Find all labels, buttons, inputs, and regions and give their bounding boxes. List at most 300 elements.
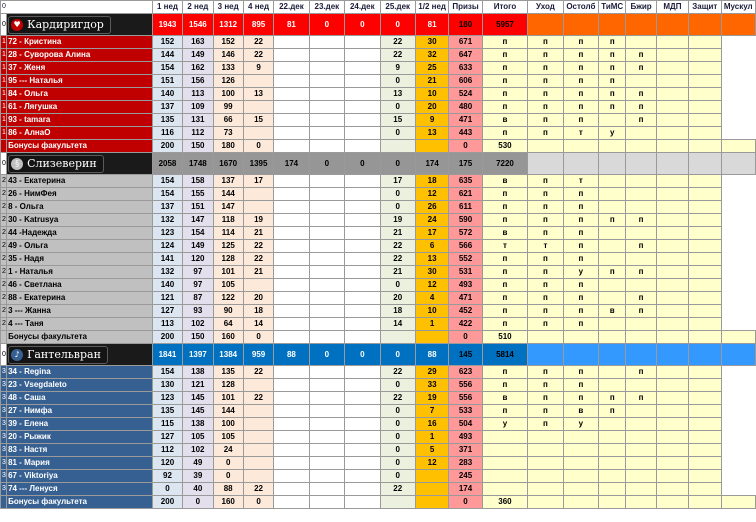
score-cell[interactable] <box>309 405 344 418</box>
bonus-cell[interactable] <box>274 331 309 344</box>
member-name-cell[interactable]: 4 --- Таня <box>7 318 153 331</box>
member-row[interactable] <box>1 62 756 75</box>
score-cell[interactable] <box>345 62 380 75</box>
score-cell[interactable]: 17 <box>415 227 448 240</box>
score-cell[interactable]: п <box>528 62 563 75</box>
score-cell[interactable]: 471 <box>449 292 482 305</box>
total-cell[interactable] <box>528 344 563 366</box>
score-cell[interactable]: 21 <box>380 227 415 240</box>
score-cell[interactable]: п <box>528 266 563 279</box>
score-cell[interactable]: п <box>528 127 563 140</box>
bonus-cell[interactable] <box>721 331 756 344</box>
member-name-cell[interactable]: 3 --- Жанна <box>7 305 153 318</box>
member-name-cell[interactable]: 84 - Ольга <box>7 88 153 101</box>
score-cell[interactable]: п <box>528 188 563 201</box>
score-cell[interactable] <box>689 366 721 379</box>
bonus-cell[interactable] <box>528 496 563 509</box>
score-cell[interactable]: 126 <box>213 75 243 88</box>
total-cell[interactable]: 0 <box>380 14 415 36</box>
score-cell[interactable]: 102 <box>183 444 213 457</box>
score-cell[interactable]: п <box>599 75 626 88</box>
member-name-cell[interactable]: 30 - Katrusya <box>7 214 153 227</box>
score-cell[interactable]: п <box>563 240 598 253</box>
score-cell[interactable] <box>689 418 721 431</box>
score-cell[interactable]: 0 <box>152 483 182 496</box>
score-cell[interactable]: п <box>482 62 528 75</box>
member-name-cell[interactable]: 83 - Настя <box>7 444 153 457</box>
score-cell[interactable] <box>689 379 721 392</box>
score-cell[interactable] <box>309 431 344 444</box>
score-cell[interactable]: п <box>528 88 563 101</box>
score-cell[interactable] <box>274 279 309 292</box>
bonus-cell[interactable] <box>626 140 656 153</box>
bonus-cell[interactable] <box>626 496 656 509</box>
score-cell[interactable]: 22 <box>243 366 273 379</box>
score-cell[interactable]: 21 <box>415 75 448 88</box>
score-cell[interactable]: в <box>482 227 528 240</box>
member-name-cell[interactable]: 35 - Надя <box>7 253 153 266</box>
score-cell[interactable] <box>309 240 344 253</box>
score-cell[interactable] <box>309 318 344 331</box>
score-cell[interactable] <box>689 175 721 188</box>
score-cell[interactable]: п <box>482 88 528 101</box>
score-cell[interactable] <box>345 444 380 457</box>
score-cell[interactable] <box>309 457 344 470</box>
member-name-cell[interactable]: 48 - Саша <box>7 392 153 405</box>
score-cell[interactable] <box>243 457 273 470</box>
row-index-cell[interactable]: 1 <box>1 114 7 127</box>
score-cell[interactable]: 635 <box>449 175 482 188</box>
row-index-cell[interactable]: 2 <box>1 253 7 266</box>
score-cell[interactable]: п <box>599 405 626 418</box>
row-index-cell[interactable]: 2 <box>1 214 7 227</box>
score-cell[interactable]: 671 <box>449 36 482 49</box>
score-cell[interactable] <box>415 470 448 483</box>
score-cell[interactable]: 149 <box>183 240 213 253</box>
score-cell[interactable]: в <box>482 114 528 127</box>
score-cell[interactable] <box>482 483 528 496</box>
score-cell[interactable]: 556 <box>449 392 482 405</box>
score-cell[interactable]: 22 <box>243 36 273 49</box>
row-index-cell[interactable]: 2 <box>1 240 7 253</box>
score-cell[interactable] <box>626 418 656 431</box>
score-cell[interactable]: 154 <box>183 227 213 240</box>
score-cell[interactable] <box>626 318 656 331</box>
total-cell[interactable]: 0 <box>345 153 380 175</box>
score-cell[interactable]: п <box>626 101 656 114</box>
total-cell[interactable]: 0 <box>345 344 380 366</box>
house-bonus-row[interactable] <box>1 331 756 344</box>
score-cell[interactable]: 13 <box>415 127 448 140</box>
total-cell[interactable] <box>599 153 626 175</box>
score-cell[interactable]: 504 <box>449 418 482 431</box>
score-cell[interactable]: 0 <box>380 188 415 201</box>
score-cell[interactable]: п <box>482 127 528 140</box>
total-cell[interactable] <box>563 14 598 36</box>
score-cell[interactable] <box>656 405 688 418</box>
score-cell[interactable] <box>309 292 344 305</box>
score-cell[interactable] <box>482 431 528 444</box>
bonus-cell[interactable] <box>415 331 448 344</box>
score-cell[interactable]: 113 <box>183 88 213 101</box>
score-cell[interactable] <box>599 379 626 392</box>
score-cell[interactable] <box>345 201 380 214</box>
member-row[interactable] <box>1 75 756 88</box>
bonus-cell[interactable] <box>309 331 344 344</box>
score-cell[interactable]: 121 <box>183 379 213 392</box>
score-cell[interactable] <box>345 114 380 127</box>
total-cell[interactable]: 1748 <box>183 153 213 175</box>
row-index-cell[interactable]: 2 <box>1 201 7 214</box>
score-cell[interactable] <box>599 418 626 431</box>
bonus-cell[interactable] <box>563 140 598 153</box>
bonus-cell[interactable] <box>528 140 563 153</box>
score-cell[interactable] <box>345 240 380 253</box>
score-cell[interactable] <box>656 418 688 431</box>
member-row[interactable] <box>1 253 756 266</box>
score-cell[interactable]: 128 <box>213 253 243 266</box>
score-cell[interactable] <box>689 49 721 62</box>
column-header[interactable]: 1 нед <box>152 1 182 14</box>
score-cell[interactable] <box>243 418 273 431</box>
score-cell[interactable] <box>599 279 626 292</box>
score-cell[interactable] <box>689 405 721 418</box>
bonus-cell[interactable] <box>599 496 626 509</box>
bonus-cell[interactable] <box>415 140 448 153</box>
bonus-cell[interactable] <box>721 496 756 509</box>
score-cell[interactable]: 135 <box>213 366 243 379</box>
row-index-cell[interactable]: 2 <box>1 318 7 331</box>
total-cell[interactable]: 0 <box>309 153 344 175</box>
score-cell[interactable]: п <box>563 392 598 405</box>
score-cell[interactable]: 0 <box>380 379 415 392</box>
score-cell[interactable] <box>309 418 344 431</box>
score-cell[interactable]: 26 <box>415 201 448 214</box>
member-row[interactable] <box>1 305 756 318</box>
column-header[interactable]: Остолб <box>563 1 598 14</box>
score-cell[interactable] <box>689 318 721 331</box>
member-row[interactable] <box>1 201 756 214</box>
bonus-cell[interactable]: 0 <box>449 140 482 153</box>
score-cell[interactable]: 0 <box>380 444 415 457</box>
bonus-cell[interactable]: 200 <box>152 496 182 509</box>
member-name-cell[interactable]: 28 - Суворова Алина <box>7 49 153 62</box>
score-cell[interactable]: 131 <box>183 114 213 127</box>
bonus-cell[interactable]: 0 <box>243 331 273 344</box>
score-cell[interactable]: 0 <box>380 279 415 292</box>
column-header[interactable]: Мускул <box>721 1 756 14</box>
score-cell[interactable]: п <box>563 253 598 266</box>
score-cell[interactable] <box>656 292 688 305</box>
score-cell[interactable]: 18 <box>380 305 415 318</box>
score-cell[interactable]: 113 <box>152 318 182 331</box>
bonus-cell[interactable] <box>528 331 563 344</box>
score-cell[interactable] <box>309 201 344 214</box>
score-cell[interactable] <box>274 483 309 496</box>
score-cell[interactable] <box>626 470 656 483</box>
score-cell[interactable]: п <box>482 366 528 379</box>
score-cell[interactable]: п <box>482 75 528 88</box>
score-cell[interactable] <box>274 292 309 305</box>
score-cell[interactable] <box>656 101 688 114</box>
score-cell[interactable] <box>345 127 380 140</box>
score-cell[interactable]: 92 <box>152 470 182 483</box>
score-cell[interactable] <box>599 240 626 253</box>
bonus-cell[interactable] <box>689 496 721 509</box>
score-cell[interactable]: 18 <box>415 175 448 188</box>
bonus-cell[interactable]: 200 <box>152 331 182 344</box>
score-cell[interactable] <box>345 175 380 188</box>
score-cell[interactable]: п <box>563 101 598 114</box>
score-cell[interactable]: 118 <box>213 214 243 227</box>
score-cell[interactable]: 112 <box>152 444 182 457</box>
member-row[interactable] <box>1 366 756 379</box>
column-header[interactable]: 3 нед <box>213 1 243 14</box>
score-cell[interactable] <box>599 457 626 470</box>
score-cell[interactable]: 145 <box>183 405 213 418</box>
bonus-cell[interactable]: 360 <box>482 496 528 509</box>
score-cell[interactable]: 30 <box>415 36 448 49</box>
bonus-cell[interactable] <box>345 331 380 344</box>
score-cell[interactable] <box>482 444 528 457</box>
score-cell[interactable]: 138 <box>183 418 213 431</box>
bonus-cell[interactable]: 150 <box>183 140 213 153</box>
score-cell[interactable] <box>689 279 721 292</box>
score-cell[interactable] <box>309 101 344 114</box>
column-header[interactable]: 25.дек <box>380 1 415 14</box>
total-cell[interactable] <box>656 153 688 175</box>
score-cell[interactable]: п <box>563 201 598 214</box>
score-cell[interactable]: 9 <box>243 62 273 75</box>
score-cell[interactable] <box>274 305 309 318</box>
score-cell[interactable]: 112 <box>183 127 213 140</box>
column-header[interactable]: Призы <box>449 1 482 14</box>
score-cell[interactable]: п <box>599 49 626 62</box>
score-cell[interactable]: 0 <box>380 101 415 114</box>
score-cell[interactable] <box>274 418 309 431</box>
score-cell[interactable] <box>309 392 344 405</box>
score-cell[interactable] <box>274 444 309 457</box>
score-cell[interactable]: п <box>482 379 528 392</box>
member-name-cell[interactable]: 93 - tamara <box>7 114 153 127</box>
score-cell[interactable] <box>345 457 380 470</box>
bonus-cell[interactable] <box>415 496 448 509</box>
score-cell[interactable]: 1 <box>415 431 448 444</box>
member-row[interactable] <box>1 214 756 227</box>
bonus-cell[interactable] <box>656 140 688 153</box>
score-cell[interactable] <box>656 431 688 444</box>
score-cell[interactable] <box>656 127 688 140</box>
bonus-cell[interactable]: 0 <box>243 496 273 509</box>
score-cell[interactable] <box>656 62 688 75</box>
score-cell[interactable] <box>656 470 688 483</box>
score-cell[interactable]: т <box>563 127 598 140</box>
total-cell[interactable]: 1395 <box>243 153 273 175</box>
member-row[interactable] <box>1 431 756 444</box>
score-cell[interactable]: п <box>482 292 528 305</box>
score-cell[interactable]: 556 <box>449 379 482 392</box>
bonus-cell[interactable] <box>689 331 721 344</box>
score-cell[interactable] <box>626 279 656 292</box>
total-cell[interactable] <box>656 344 688 366</box>
score-cell[interactable]: 13 <box>415 253 448 266</box>
bonus-label-cell[interactable]: Бонусы факультета <box>7 496 153 509</box>
score-cell[interactable]: 22 <box>380 483 415 496</box>
score-cell[interactable]: 156 <box>183 75 213 88</box>
row-index-cell[interactable]: 1 <box>1 88 7 101</box>
score-cell[interactable]: п <box>482 279 528 292</box>
score-cell[interactable]: 87 <box>183 292 213 305</box>
row-index-cell[interactable]: 3 <box>1 470 7 483</box>
score-cell[interactable] <box>345 418 380 431</box>
score-cell[interactable]: 9 <box>415 114 448 127</box>
score-cell[interactable] <box>243 444 273 457</box>
score-cell[interactable] <box>274 75 309 88</box>
score-cell[interactable] <box>689 253 721 266</box>
score-cell[interactable]: в <box>482 392 528 405</box>
bonus-cell[interactable] <box>626 331 656 344</box>
score-cell[interactable]: 116 <box>152 127 182 140</box>
bonus-cell[interactable] <box>345 140 380 153</box>
score-cell[interactable]: 125 <box>213 240 243 253</box>
member-name-cell[interactable]: 95 --- Наталья <box>7 75 153 88</box>
score-cell[interactable] <box>599 201 626 214</box>
score-cell[interactable]: у <box>599 127 626 140</box>
member-row[interactable] <box>1 405 756 418</box>
score-cell[interactable]: п <box>528 305 563 318</box>
score-cell[interactable] <box>274 88 309 101</box>
score-cell[interactable]: 135 <box>152 405 182 418</box>
score-cell[interactable]: 137 <box>213 175 243 188</box>
score-cell[interactable]: п <box>563 227 598 240</box>
member-row[interactable] <box>1 49 756 62</box>
score-cell[interactable] <box>243 431 273 444</box>
score-cell[interactable]: п <box>528 379 563 392</box>
score-cell[interactable]: п <box>528 279 563 292</box>
score-cell[interactable]: 90 <box>213 305 243 318</box>
score-cell[interactable]: 17 <box>380 175 415 188</box>
score-cell[interactable] <box>274 392 309 405</box>
score-cell[interactable] <box>626 444 656 457</box>
score-cell[interactable]: 100 <box>213 88 243 101</box>
score-cell[interactable] <box>345 227 380 240</box>
total-cell[interactable]: 0 <box>309 14 344 36</box>
score-cell[interactable] <box>689 444 721 457</box>
score-cell[interactable]: 147 <box>213 201 243 214</box>
score-cell[interactable]: 152 <box>152 36 182 49</box>
bonus-cell[interactable] <box>656 331 688 344</box>
score-cell[interactable] <box>689 188 721 201</box>
score-cell[interactable]: 533 <box>449 405 482 418</box>
score-cell[interactable]: 22 <box>243 49 273 62</box>
score-cell[interactable] <box>626 253 656 266</box>
score-cell[interactable]: т <box>482 240 528 253</box>
score-cell[interactable]: п <box>599 392 626 405</box>
score-cell[interactable] <box>656 444 688 457</box>
score-cell[interactable]: 443 <box>449 127 482 140</box>
score-cell[interactable]: п <box>482 101 528 114</box>
score-cell[interactable]: п <box>528 227 563 240</box>
score-cell[interactable]: 22 <box>243 483 273 496</box>
score-cell[interactable] <box>689 470 721 483</box>
score-cell[interactable] <box>656 392 688 405</box>
bonus-label-cell[interactable]: Бонусы факультета <box>7 140 153 153</box>
member-row[interactable] <box>1 418 756 431</box>
score-cell[interactable]: 531 <box>449 266 482 279</box>
score-cell[interactable] <box>656 266 688 279</box>
score-cell[interactable]: п <box>528 318 563 331</box>
bonus-cell[interactable]: 0 <box>243 140 273 153</box>
score-cell[interactable] <box>243 279 273 292</box>
bonus-cell[interactable]: 0 <box>449 496 482 509</box>
score-cell[interactable] <box>689 227 721 240</box>
row-index-cell[interactable]: 2 <box>1 175 7 188</box>
score-cell[interactable]: 13 <box>243 88 273 101</box>
score-cell[interactable] <box>309 366 344 379</box>
score-cell[interactable] <box>626 201 656 214</box>
score-cell[interactable] <box>689 62 721 75</box>
score-cell[interactable]: 12 <box>415 457 448 470</box>
score-cell[interactable] <box>689 127 721 140</box>
total-cell[interactable]: 1670 <box>213 153 243 175</box>
score-cell[interactable]: в <box>563 405 598 418</box>
row-index-cell[interactable]: 2 <box>1 266 7 279</box>
score-cell[interactable]: п <box>563 379 598 392</box>
score-cell[interactable] <box>309 88 344 101</box>
score-cell[interactable] <box>689 305 721 318</box>
score-cell[interactable]: п <box>599 101 626 114</box>
score-cell[interactable] <box>689 292 721 305</box>
score-cell[interactable]: 611 <box>449 201 482 214</box>
score-cell[interactable]: п <box>528 418 563 431</box>
score-cell[interactable] <box>309 470 344 483</box>
house-bonus-row[interactable] <box>1 140 756 153</box>
score-cell[interactable]: 133 <box>213 62 243 75</box>
score-cell[interactable] <box>274 62 309 75</box>
score-cell[interactable]: 123 <box>152 392 182 405</box>
total-cell[interactable]: 81 <box>274 14 309 36</box>
score-cell[interactable] <box>689 214 721 227</box>
score-cell[interactable]: 7 <box>415 405 448 418</box>
row-index-cell[interactable]: 3 <box>1 444 7 457</box>
score-cell[interactable]: п <box>482 266 528 279</box>
score-cell[interactable] <box>274 253 309 266</box>
score-cell[interactable]: п <box>599 36 626 49</box>
column-header[interactable]: Защит <box>689 1 721 14</box>
score-cell[interactable]: п <box>528 101 563 114</box>
score-cell[interactable]: 123 <box>152 227 182 240</box>
score-cell[interactable]: 155 <box>183 188 213 201</box>
score-cell[interactable]: п <box>528 114 563 127</box>
score-cell[interactable] <box>274 405 309 418</box>
score-cell[interactable]: п <box>563 214 598 227</box>
score-cell[interactable]: 30 <box>415 266 448 279</box>
total-cell[interactable] <box>599 14 626 36</box>
member-row[interactable] <box>1 292 756 305</box>
score-cell[interactable]: п <box>563 292 598 305</box>
score-cell[interactable]: у <box>482 418 528 431</box>
score-cell[interactable]: п <box>528 75 563 88</box>
total-cell[interactable]: 1312 <box>213 14 243 36</box>
score-cell[interactable]: 137 <box>152 101 182 114</box>
score-cell[interactable] <box>274 266 309 279</box>
score-cell[interactable] <box>626 127 656 140</box>
member-row[interactable] <box>1 188 756 201</box>
score-cell[interactable]: п <box>626 214 656 227</box>
score-cell[interactable] <box>689 88 721 101</box>
total-cell[interactable] <box>721 344 756 366</box>
score-cell[interactable]: 22 <box>380 49 415 62</box>
